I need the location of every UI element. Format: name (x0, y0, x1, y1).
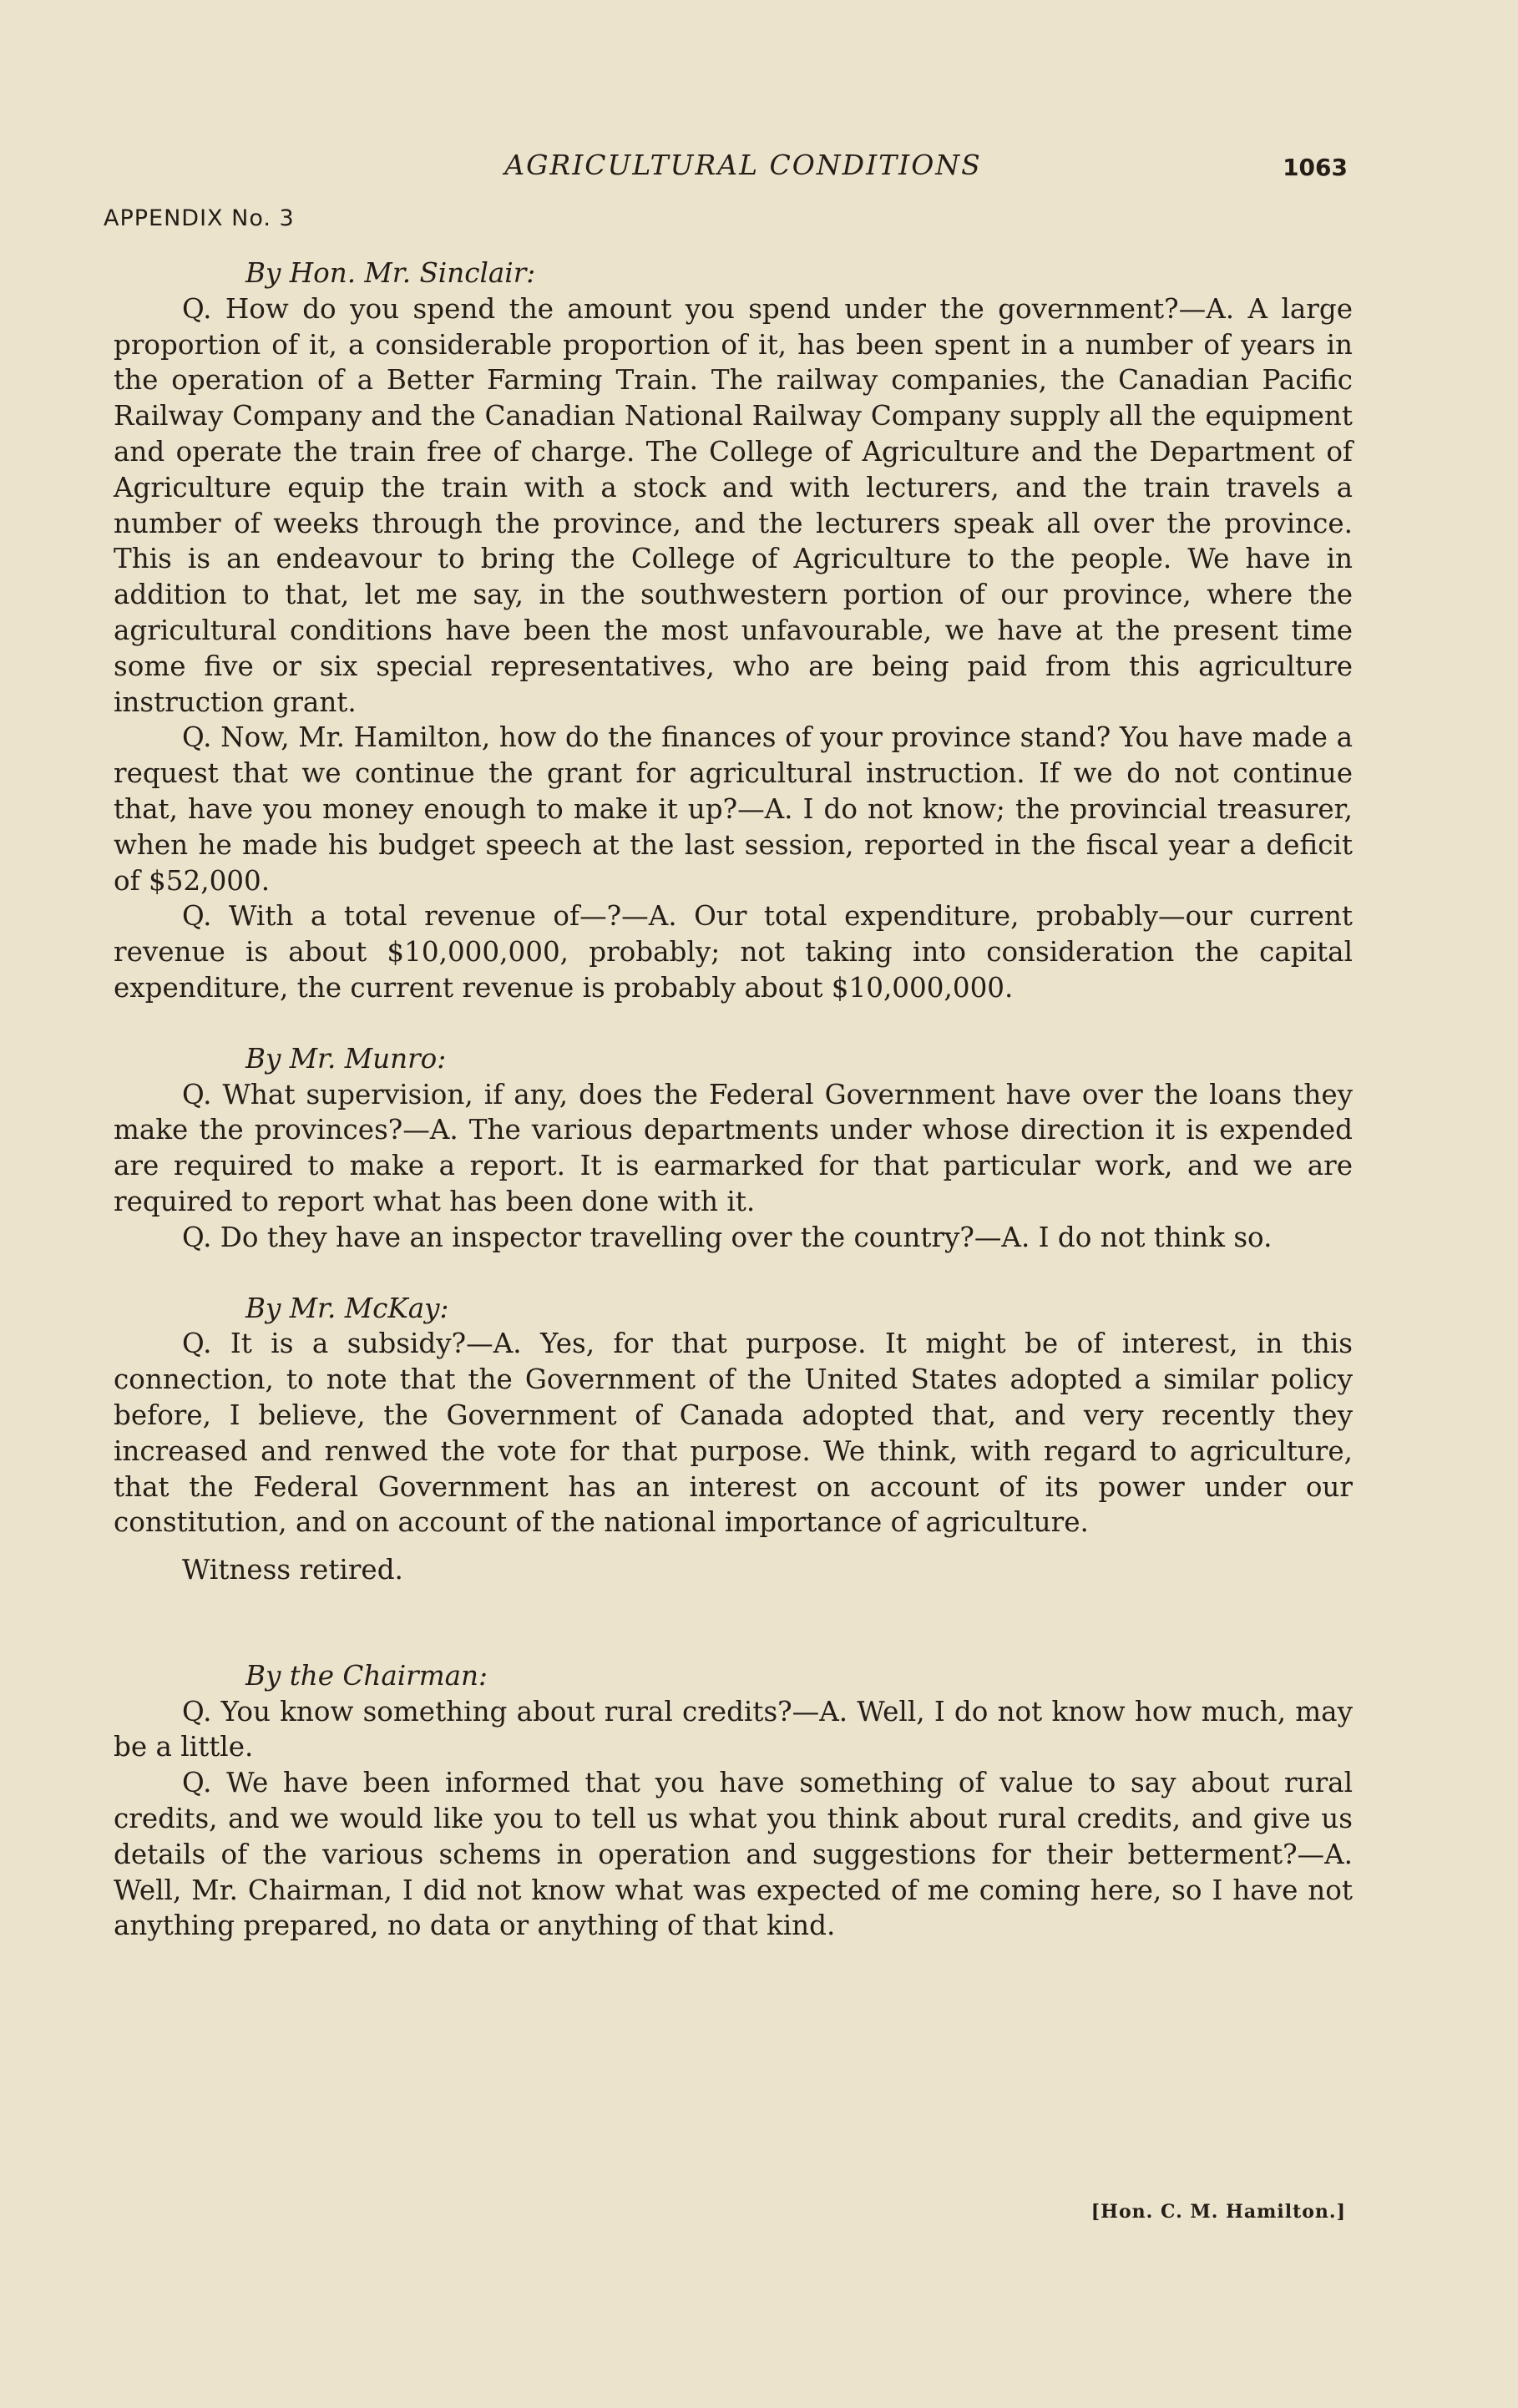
paragraph: Q. How do you spend the amount you spend under the government?—A. A large proportion of it, a considerable proportion of it, has been spent in a number of years in the operation of a Better Farming Train. The railway companies, the Canadian Pacific Railway Company and the Canadian National Railway Company supply all the equipment and operate the train free of charge. The College of Agriculture and the Department of Agriculture equip the train with a stock and with lecturers, and the train travels a number of weeks through the province, and the lecturers speak all over the province. This is an endeavour to bring the College of Agriculture to the people. We have in addition to that, let me say, in the southwestern portion of our province, where the agricultural conditions have been the most unfavourable, we have at the present time some five or six special representatives, who are being paid from this agriculture instruction grant. (114, 292, 1353, 718)
speaker-heading: By the Chairman: (245, 1659, 488, 1692)
paragraph: Q. You know something about rural credits?—A. Well, I do not know how much, may be a little. (114, 1695, 1353, 1763)
speaker-signature: [Hon. C. M. Hamilton.] (1090, 2201, 1346, 2223)
paragraph: Q. Do they have an inspector travelling over the country?—A. I do not think so. (182, 1221, 1273, 1253)
page-number: 1063 (1283, 154, 1348, 181)
speaker-heading: By Mr. Munro: (245, 1042, 447, 1075)
speaker-heading: By Hon. Mr. Sinclair: (245, 257, 536, 289)
body-text (114, 255, 1353, 1944)
paragraph: Q. It is a subsidy?—A. Yes, for that purpose. It might be of interest, in this connection, to note that the Government of the United States adopted a similar policy before, I believe, the Government of Canada adopted that, and very recently they increased and renwed the vote for that purpose. We think, with regard to agriculture, that the Federal Government has an interest on account of its power under our constitution, and on account of the national importance of agriculture. (114, 1328, 1353, 1539)
paragraph: Q. Now, Mr. Hamilton, how do the finances of your province stand? You have made a request that we continue the grant for agricultural instruction. If we do not continue that, have you money enough to make it up?—A. I do not know; the provincial treasurer, when he made his budget speech at the last session, reported in the fiscal year a deficit of $52,000. (114, 721, 1353, 897)
witness-retired: Witness retired. (182, 1554, 403, 1586)
running-head (0, 149, 1518, 195)
running-title: AGRICULTURAL CONDITIONS (504, 149, 982, 181)
paragraph: Q. We have been informed that you have something of value to say about rural credits, and we would like you to tell us what you think about rural credits, and give us details of the various schems in operation and suggestions for their betterment?—A. Well, Mr. Chairman, I did not know what was expected of me coming here, so I have not anything prepared, no data or anything of that kind. (114, 1767, 1353, 1942)
speaker-heading: By Mr. McKay: (245, 1292, 449, 1324)
appendix-label: APPENDIX No. 3 (104, 205, 295, 231)
paragraph: Q. What supervision, if any, does the Federal Government have over the loans they make the provinces?—A. The various departments under whose direction it is expended are required to make a report. It is earmarked for that particular work, and we are required to report what has been done with it. (114, 1078, 1353, 1217)
paragraph: Q. With a total revenue of—?—A. Our total expenditure, probably—our current revenue is about $10,000,000, probably; not taking into consideration the capital expenditure, the current revenue is probably about $10,000,000. (114, 900, 1353, 1004)
